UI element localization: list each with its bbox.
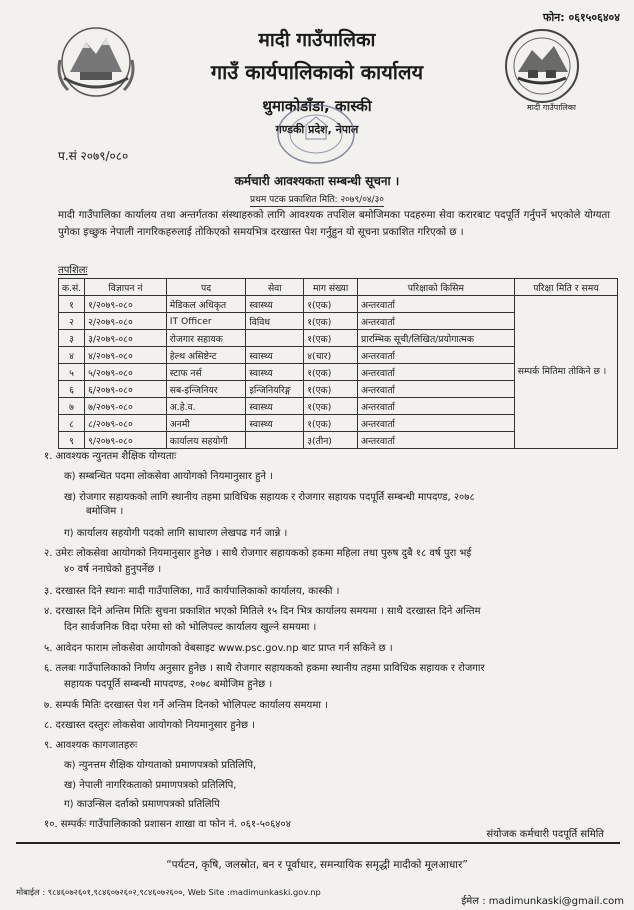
- condition-line: ५. आवेदन फाराम लोकसेवा आयोगको वेबसाइट www.psc.gov.np बाट प्राप्त गर्न सकिने छ ।: [44, 643, 393, 654]
- table-cell: ९: [59, 432, 85, 449]
- signature-line: संयोजक कर्मचारी पदपूर्ति समिति: [486, 829, 604, 840]
- condition-line: सहायक पदपूर्ति सम्बन्धी मापदण्ड, २०७८ बमोजिम हुनेछ ।: [64, 679, 273, 690]
- table-cell: २/२०७९-०८०: [85, 313, 167, 330]
- table-cell: विविध: [246, 313, 304, 330]
- condition-line: ख) नेपाली नागरिकताको प्रमाणपत्रको प्रतिलिपि,: [64, 780, 237, 791]
- phone-number: फोन: ०६१५०६४०४: [542, 11, 620, 24]
- table-cell: ८: [59, 415, 85, 432]
- table-cell: ३: [59, 330, 85, 347]
- footer-divider: [16, 842, 620, 844]
- table-cell: हेल्थ असिष्टेन्ट: [166, 347, 246, 364]
- table-cell: १(एक): [304, 415, 358, 432]
- exam-date-note: सम्पर्क मितिमा तोकिने छ ।: [514, 296, 617, 449]
- table-cell: १(एक): [304, 381, 358, 398]
- condition-line: १०. सम्पर्कः गाउँपालिकाको प्रशासन शाखा वा फोन नं. ०६१-५०६४०४: [44, 819, 291, 830]
- table-cell: १(एक): [304, 313, 358, 330]
- office-location: थुमाकोडाँडा, कास्की: [262, 97, 372, 115]
- condition-line: क) सम्बन्धित पदमा लोकसेवा आयोगको नियमानुसार हुने ।: [64, 471, 273, 482]
- table-cell: स्वास्थ्य: [246, 347, 304, 364]
- table-cell: १(एक): [304, 296, 358, 313]
- table-cell: १(एक): [304, 330, 358, 347]
- table-cell: कार्यालय सहयोगी: [166, 432, 246, 449]
- table-cell: स्टाफ नर्स: [166, 364, 246, 381]
- office-name: गाउँ कार्यपालिकाको कार्यालय: [210, 60, 424, 84]
- condition-line: ८. दरखास्त दस्तुरः लोकसेवा आयोगको नियमानुसार हुनेछ ।: [44, 720, 256, 731]
- table-cell: ५: [59, 364, 85, 381]
- table-cell: ३/२०७९-०८०: [85, 330, 167, 347]
- table-cell: ९/२०७९-०८०: [85, 432, 167, 449]
- table-cell: स्वास्थ्य: [246, 398, 304, 415]
- condition-line: ग) काउन्सिल दर्ताको प्रमाणपत्रको प्रतिलिपि: [64, 799, 220, 810]
- table-cell: स्वास्थ्य: [246, 364, 304, 381]
- table-cell: [246, 330, 304, 347]
- condition-line: ४० वर्ष ननाघेको हुनुपर्नेछ ।: [64, 564, 162, 575]
- table-cell: अन्तरवार्ता: [357, 381, 514, 398]
- table-cell: अन्तरवार्ता: [357, 398, 514, 415]
- condition-line: ३. दरखास्त दिने स्थानः मादी गाउँपालिका, गाउँ कार्यपालिकाको कार्यालय, कास्की ।: [44, 586, 340, 597]
- column-header: सेवा: [246, 279, 304, 296]
- table-cell: ३(तीन): [304, 432, 358, 449]
- condition-line: ४. दरखास्त दिने अन्तिम मितिः सुचना प्रकाशित भएको मितिले १५ दिन भित्र कार्यालय समयमा । साथै दरखास्त दिने अन्तिम: [44, 606, 481, 617]
- column-header: क.सं.: [59, 279, 85, 296]
- table-cell: अन्तरवार्ता: [357, 313, 514, 330]
- column-header: परिक्षा मिति र समय: [514, 279, 617, 296]
- condition-line: ग) कार्यालय सहयोगी पदको लागि साधारण लेखपढ गर्न जान्ने ।: [64, 528, 288, 539]
- table-cell: ६/२०७९-०८०: [85, 381, 167, 398]
- table-cell: ४/२०७९-०८०: [85, 347, 167, 364]
- condition-line: १. आवश्यक न्युनतम शैक्षिक योग्यताः: [44, 451, 177, 462]
- table-header-row: [59, 279, 618, 296]
- condition-line: दिन सार्वजनिक विदा परेमा सो को भोलिपल्ट कार्यालय खुल्ने समयमा ।: [64, 622, 317, 633]
- footer-contact: मोबाईल : ९८४६०७२६०१,९८४६०७२६०२,९८४६०७२६००, Web Site :madimunkaski.gov.np: [16, 887, 321, 897]
- table-heading: तपशिलः: [58, 265, 88, 276]
- condition-line: २. उमेरः लोकसेवा आयोगको नियमानुसार हुनेछ । साथै रोजगार सहायकको हकमा महिला तथा पुरुष दुबै १८ वर्ष पुरा भई: [44, 548, 472, 559]
- table-cell: १(एक): [304, 364, 358, 381]
- table-cell: ४(चार): [304, 347, 358, 364]
- table-row: [59, 296, 618, 313]
- table-cell: १: [59, 296, 85, 313]
- table-cell: अन्तरवार्ता: [357, 364, 514, 381]
- table-cell: [246, 432, 304, 449]
- municipality-name: मादी गाउँपालिका: [258, 29, 376, 51]
- table-cell: ६: [59, 381, 85, 398]
- table-cell: स्वास्थ्य: [246, 415, 304, 432]
- table-cell: ८/२०७९-०८०: [85, 415, 167, 432]
- column-header: पद: [166, 279, 246, 296]
- vacancy-table: [58, 278, 618, 449]
- table-cell: ४: [59, 347, 85, 364]
- table-cell: अनमी: [166, 415, 246, 432]
- condition-line: बमोजिम ।: [86, 506, 124, 517]
- condition-line: ७. सम्पर्क मितिः दरखास्त पेश गर्ने अन्तिम दिनको भोलिपल्ट कार्यालय समयमा ।: [44, 700, 328, 711]
- office-stamp-icon: [276, 103, 356, 165]
- condition-line: ख) रोजगार सहायकको लागि स्थानीय तहमा प्राविधिक सहायक र रोजगार सहायक पदपूर्ति सम्बन्धी मापदण्ड, २०७८: [64, 492, 475, 503]
- table-cell: १(एक): [304, 398, 358, 415]
- table-cell: मेडिकल अधिकृत: [166, 296, 246, 313]
- intro-paragraph: मादी गाउँपालिका कार्यालय तथा अन्तर्गतका संस्थाहरुको लागि आवश्यक तपशिल बमोजिमका पदहरुमा सेवा करारबाट पदपूर्ति गर्नुपर्ने भएकोले योग्यता पुगेका इच्छुक नेपाली नागरिकहरुलाई तोकिएको समयभित्र दरखास्त पेश गर्नुहुन यो सूचना प्रकाशित गरिएको छ ।: [58, 210, 610, 238]
- table-cell: IT Officer: [166, 313, 246, 330]
- condition-line: ६. तलबः गाउँपालिकाको निर्णय अनुसार हुनेछ । साथै रोजगार सहायकको हकमा स्थानीय तहमा प्राविधिक सहायक र रोजगार: [44, 663, 485, 674]
- condition-line: क) न्युनत्तम शैक्षिक योग्यताको प्रमाणपत्रको प्रतिलिपि,: [64, 760, 257, 771]
- column-header: परिक्षाको किसिम: [357, 279, 514, 296]
- table-cell: ५/२०७९-०८०: [85, 364, 167, 381]
- table-cell: १/२०७९-०८०: [85, 296, 167, 313]
- table-cell: अन्तरवार्ता: [357, 347, 514, 364]
- table-cell: २: [59, 313, 85, 330]
- table-cell: इन्जिनियरिङ्ग: [246, 381, 304, 398]
- table-cell: ७: [59, 398, 85, 415]
- table-cell: स्वास्थ्य: [246, 296, 304, 313]
- table-cell: अन्तरवार्ता: [357, 415, 514, 432]
- reference-number: प.सं २०७९/०८०: [58, 149, 129, 163]
- table-cell: अ.हे.व.: [166, 398, 246, 415]
- table-cell: अन्तरवार्ता: [357, 296, 514, 313]
- footer-slogan: “पर्यटन, कृषि, जलस्रोत, बन र पूर्वाधार, समन्यायिक समृद्धी मादीको मूलआधार”: [166, 859, 468, 871]
- table-cell: अन्तरवार्ता: [357, 432, 514, 449]
- table-cell: ७/२०७९-०८०: [85, 398, 167, 415]
- published-date-text: प्रथम पटक प्रकाशित मिति: २०७९/०४/३०: [250, 195, 384, 205]
- footer-email: ईमेल : madimunkaski@gmail.com: [461, 896, 624, 907]
- table-cell: प्रारम्भिक सूची/लिखित/प्रयोगात्मक: [357, 330, 514, 347]
- condition-line: ९. आवश्यक कागजातहरुः: [44, 740, 138, 751]
- logo-caption: मादी गाउँपालिका: [526, 103, 576, 112]
- notice-title: कर्मचारी आवश्यकता सम्बन्धी सूचना ।: [234, 174, 400, 188]
- table-cell: सब-इन्जिनियर: [166, 381, 246, 398]
- municipality-logo-icon: [498, 26, 586, 106]
- column-header: माग संख्या: [304, 279, 358, 296]
- province-name: गण्डकी प्रदेश, नेपाल: [275, 123, 359, 136]
- published-date: [0, 192, 634, 205]
- table-cell: रोजगार सहायक: [166, 330, 246, 347]
- column-header: विज्ञापन नं: [85, 279, 167, 296]
